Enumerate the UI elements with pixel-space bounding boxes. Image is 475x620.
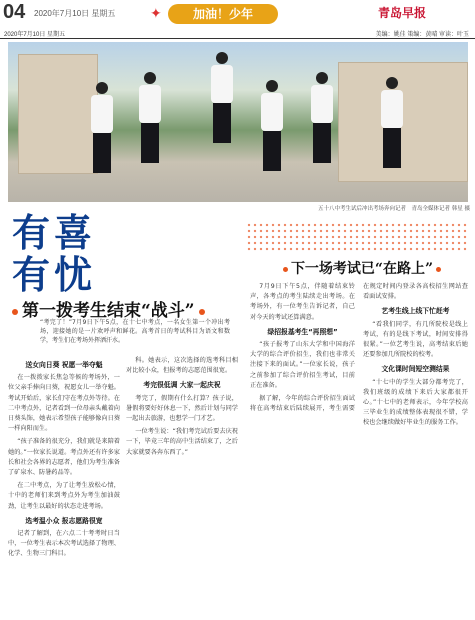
right-paragraph-5: “十七中的学生大部分都考完了，我们班级的成绩下来后大家都很开心。”十七中的老师表示，今年学校高三毕业生的成绩整体表现很不错，学校也会继续做好毕业生的服务工作。 — [363, 378, 468, 427]
right-paragraph-4: “看我们同学，有几所院校是线上考试，有的是线下考试，时间安排得很紧。”一位艺考生说，高考结束后她还要参加几所院校的校考。 — [363, 320, 468, 359]
mid-subhead-1: 考完很低调 大家一起庆祝 — [143, 381, 221, 390]
edition-date: 2020年7月10日 星期五 — [34, 9, 116, 18]
middle-column — [126, 356, 238, 610]
right-subhead-1: 绿招报基考生“再照想” — [267, 327, 338, 336]
left-column — [8, 356, 120, 610]
left-paragraph-1: 在一拨拨家长焦急等候的考场外，一位父亲手捧向日葵，祝愿女儿一举夺魁。考试开始后，家长们守在考点外等待。在二中考点外，记者看到一位母亲头戴着向日葵头饰，她表示希望孩子能够像向日葵一样向阳而生。 — [8, 374, 120, 433]
student-figure — [88, 82, 116, 182]
header-rule — [0, 38, 475, 39]
headline-line-2: 有忧 — [12, 252, 97, 297]
date-line: 2020年7月10日 星期五 — [4, 32, 66, 38]
left-paragraph-3: 在二中考点，为了让考生放松心情，十中的老师们来到考点外为考生加油鼓劲，让考生以最好的状态走进考场。 — [8, 482, 120, 510]
student-figure — [208, 52, 236, 152]
lead-title: 第一拨考生结束“战斗” — [12, 296, 232, 321]
left-paragraph-4: 记者了解到，在六点二十考考时日当中，一位考生表示本次考试选择了物理、化学、生物三门科目。 — [8, 530, 120, 558]
right-columns — [250, 282, 468, 610]
editor-credits: 美编：姚佳 策编：黄晴 审读：叶玉 — [375, 32, 469, 38]
dot-pattern — [246, 222, 468, 252]
lead-photo — [8, 42, 468, 202]
mid-paragraph-3: 一位考生说：“我们考完试后要去庆祝一下，毕竟三年的高中生活结束了，之后大家就要各奔东西了。” — [126, 428, 238, 456]
main-headline — [12, 212, 96, 296]
photo-caption: 五十八中考生试后冲出考场奔向记者 青岛全媒体记者 韩星 摄 — [318, 206, 470, 212]
lead-paragraph: “考完了！”7月9日下午5点，在十七中考点，一名女生第一个冲出考场，迎接她的是一片欢呼声和鲜花。高考首日的考试科目为语文和数学，考生们在考场外挥洒汗水。 — [40, 319, 230, 344]
student-figure — [378, 77, 406, 177]
right-paragraph-3: 据了解，今年的综合评价招生面试将在高考结束后陆续展开，考生需要在规定时间内登录各高校招生网站查看面试安排。 — [250, 283, 468, 413]
mid-paragraph-1: 科。她表示，这次选择的选考科目相对比较小众，但报考的志愿范围很宽。 — [126, 357, 238, 375]
page-number: 04 — [3, 1, 26, 23]
mid-paragraph-2: 考完了，假期有什么打算？孩子说，暑假将要好好休息一下，然后计划与同学一起出去旅游，也想学一门才艺。 — [126, 394, 238, 423]
student-figure — [308, 72, 336, 172]
student-figure — [258, 80, 286, 180]
page-header — [0, 0, 475, 38]
star-icon: ✦ — [150, 6, 162, 22]
headline-line-1: 有喜 — [12, 210, 97, 255]
section-banner: 加油！少年 — [168, 4, 278, 24]
right-paragraph-1: 7月9日下午5点，伴随着结束铃声，各考点的考生陆续走出考场。在考场外，有一位考生告诉记者，自己对今天的考试还算满意。 — [250, 283, 355, 321]
left-subhead-2: 选考温小众 报志愿路很宽 — [25, 516, 103, 525]
student-figure — [136, 72, 164, 172]
right-subhead-2: 艺考生线上线下忙赶考 — [381, 307, 450, 316]
right-article-title: 下一场考试已“在路上” — [256, 258, 468, 278]
right-subhead-3: 文化课时间短空测结果 — [381, 365, 450, 374]
right-paragraph-2: “孩子报考了山东大学和中国海洋大学的综合评价招生，我们也非常关注接下来的面试。”一位家长说，孩子之前参加了综合评价招生考试，目前正在准备。 — [250, 341, 355, 389]
building-left — [18, 54, 98, 174]
left-subhead-1: 送女向日葵 祝愿一举夺魁 — [25, 361, 103, 369]
newspaper-logo: 青岛早报 — [378, 6, 427, 20]
left-paragraph-2: “孩子准备的很充分，我们就是来陪着她的。”一位家长说道。考点外还有许多家长和社会各界的志愿者，他们为考生准备了矿泉水、防暑药品等。 — [8, 438, 120, 477]
